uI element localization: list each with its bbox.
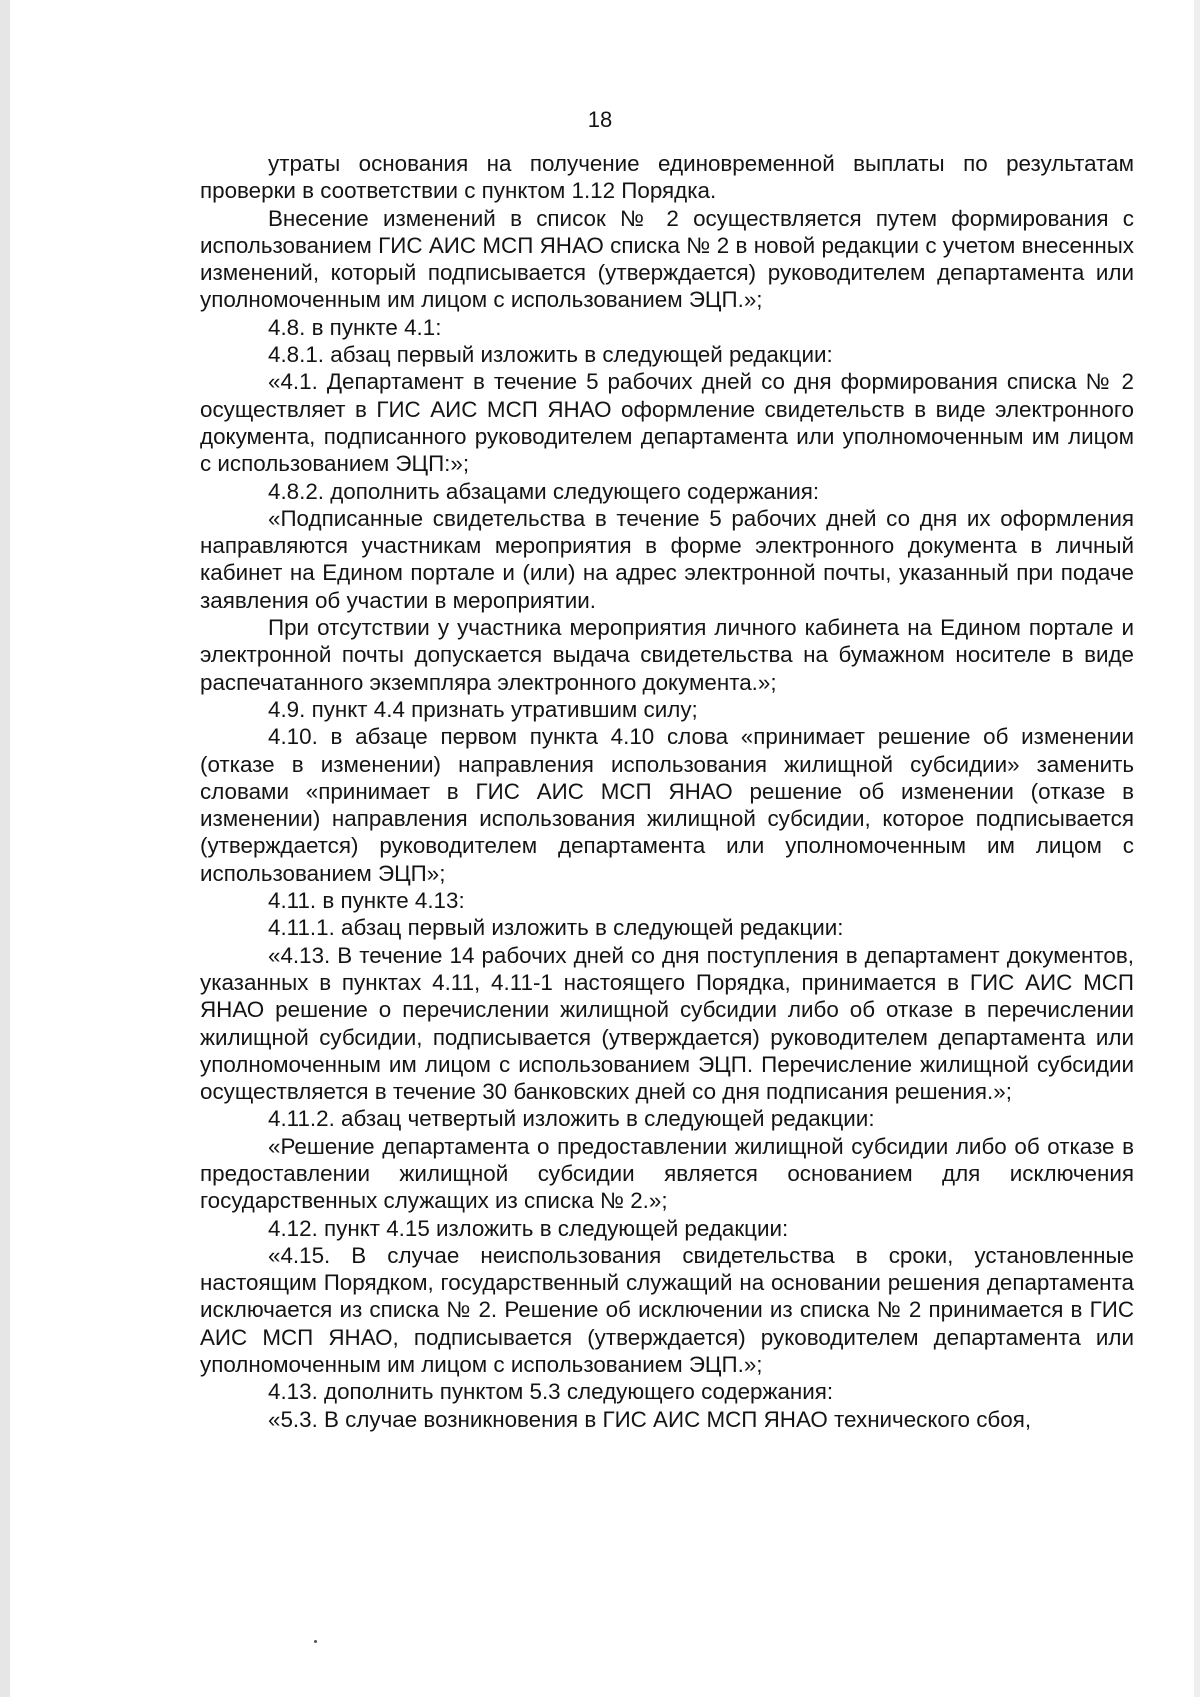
paragraph: 4.11. в пункте 4.13:: [268, 888, 465, 914]
paragraph: «5.3. В случае возникновения в ГИС АИС МСП ЯНАО технического сбоя,: [268, 1406, 1032, 1432]
paragraph: 4.8.2. дополнить абзацами следующего содержания:: [268, 478, 820, 504]
paragraph: «Подписанные свидетельства в течение 5 рабочих дней со дня их оформления направляются участникам мероприятия в форме электронного документа в личный кабинет на Едином портале и (или) на адрес электронной почты, указанный при подаче заявления об участии в мероприятии.: [200, 505, 1134, 613]
paragraph: Внесение изменений в список № 2 осуществляется путем формирования с использованием ГИС АИС МСП ЯНАО списка № 2 в новой редакции с учетом внесенных изменений, который подписывается (утверждается) руководителем департамента или уполномоченным им лицом с использованием ЭЦП.»;: [200, 205, 1134, 313]
paragraph: «Решение департамента о предоставлении жилищной субсидии либо об отказе в предоставлении жилищной субсидии является основанием для исключения государственных служащих из списка № 2.»;: [200, 1133, 1134, 1214]
page-left-edge: [0, 0, 10, 1697]
paragraph: «4.1. Департамент в течение 5 рабочих дней со дня формирования списка № 2 осуществляет в ГИС АИС МСП ЯНАО оформление свидетельств в виде электронного документа, подписанного руководителем департамента или уполномоченным им лицом с использованием ЭЦП:»;: [200, 369, 1134, 477]
paragraph: «4.13. В течение 14 рабочих дней со дня поступления в департамент документов, указанных в пунктах 4.11, 4.11-1 настоящего Порядка, принимается в ГИС АИС МСП ЯНАО решение о перечислении жилищной субсидии либо об отказе в перечислении жилищной субсидии, подписывается (утверждается) руководителем департамента или уполномоченным им лицом с использованием ЭЦП. Перечисление жилищной субсидии осуществляется в течение 30 банковских дней со дня подписания решения.»;: [200, 942, 1134, 1105]
paragraph: При отсутствии у участника мероприятия личного кабинета на Едином портале и электронной почты допускается выдача свидетельства на бумажном носителе в виде распечатанного экземпляра электронного документа.»;: [200, 615, 1134, 695]
paragraph: 4.8. в пункте 4.1:: [268, 314, 442, 340]
paragraph: 4.11.1. абзац первый изложить в следующей редакции:: [268, 915, 844, 941]
paragraph: 4.11.2. абзац четвертый изложить в следующей редакции:: [268, 1106, 875, 1132]
paragraph: 4.13. дополнить пунктом 5.3 следующего содержания:: [268, 1379, 834, 1405]
document-body: [200, 150, 1134, 1433]
paragraph: 4.9. пункт 4.4 признать утратившим силу;: [268, 696, 698, 722]
paragraph: утраты основания на получение единовременной выплаты по результатам проверки в соответствии с пунктом 1.12 Порядка.: [200, 151, 1134, 204]
page-number: 18: [587, 107, 613, 132]
page-right-edge: [1194, 0, 1200, 1697]
paragraph: 4.12. пункт 4.15 изложить в следующей редакции:: [268, 1215, 789, 1241]
scan-speck: [314, 1640, 317, 1643]
paragraph: 4.8.1. абзац первый изложить в следующей редакции:: [268, 342, 833, 368]
paragraph: «4.15. В случае неиспользования свидетельства в сроки, установленные настоящим Порядком, государственный служащий на основании решения департамента исключается из списка № 2. Решение об исключении из списка № 2 принимается в ГИС АИС МСП ЯНАО, подписывается (утверждается) руководителем департамента или уполномоченным им лицом с использованием ЭЦП.»;: [200, 1242, 1134, 1378]
paragraph: 4.10. в абзаце первом пункта 4.10 слова «принимает решение об изменении (отказе в изменении) направления использования жилищной субсидии» заменить словами «принимает в ГИС АИС МСП ЯНАО решение об изменении (отказе в изменении) направления использования жилищной субсидии, которое подписывается (утверждается) руководителем департамента или уполномоченным им лицом с использованием ЭЦП»;: [200, 724, 1134, 886]
